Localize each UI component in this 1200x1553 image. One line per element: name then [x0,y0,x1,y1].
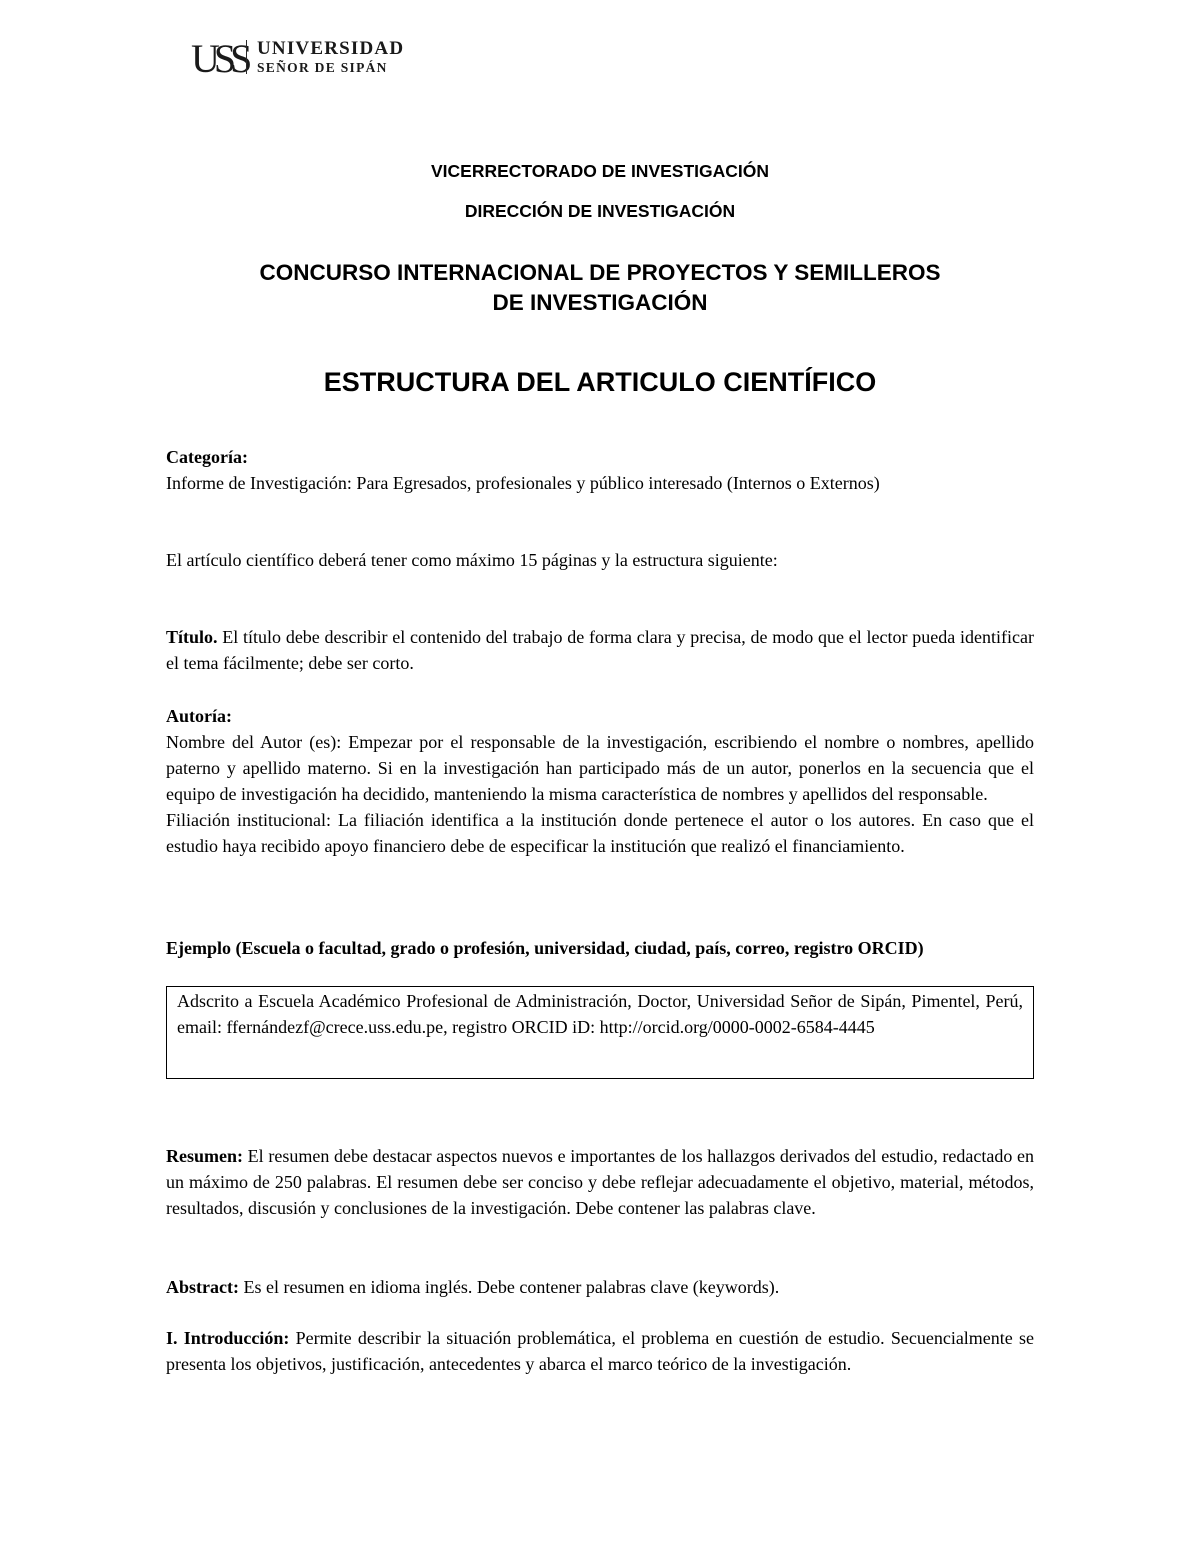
logo-university-subname: SEÑOR DE SIPÁN [257,60,388,76]
categoria-text: Informe de Investigación: Para Egresados, profesionales y público interesado (Internos o Externos) [166,473,880,493]
uss-logo-mark-icon [190,36,247,81]
autoria-paragraph-1: Nombre del Autor (es): Empezar por el responsable de la investigación, escribiendo el nombre o nombres, apellido paterno y apellido materno. Si en la investigación han participado más de un autor, ponerlos en la secuencia que el equipo de investigación ha decidido, manteniendo la misma característica de nombres y apellidos del responsable. [166,732,1034,804]
logo-divider [246,40,247,74]
ejemplo-label: Ejemplo (Escuela o facultad, grado o profesión, universidad, ciudad, país, correo, registro ORCID) [166,938,924,958]
intro-text: El artículo científico deberá tener como máximo 15 páginas y la estructura siguiente: [166,550,778,570]
abstract-section [166,1274,1034,1300]
document-title: ESTRUCTURA DEL ARTICULO CIENTÍFICO [323,367,877,397]
ejemplo-section [166,935,1034,961]
vicerrectorado-heading: VICERRECTORADO DE INVESTIGACIÓN [430,161,770,181]
titulo-label: Título. [166,627,218,647]
categoria-label: Categoría: [166,447,248,467]
contest-heading-line1: CONCURSO INTERNACIONAL DE PROYECTOS Y SEMILLEROS [259,260,941,285]
autoria-paragraph-2: Filiación institucional: La filiación identifica a la institución donde pertenece el autor o los autores. En caso que el estudio haya recibido apoyo financiero debe de especificar la institución que realizó el financiamiento. [166,810,1034,856]
titulo-text: El título debe describir el contenido del trabajo de forma clara y precisa, de modo que el lector pueda identificar el tema fácilmente; debe ser corto. [166,627,1034,673]
university-logo [190,36,405,81]
introduccion-paragraph [166,1325,1034,1377]
titulo-section [166,624,1034,676]
introduccion-label: I. Introducción: [166,1328,290,1348]
introduccion-text: Permite describir la situación problemática, el problema en cuestión de estudio. Secuencialmente se presenta los objetivos, justificación, antecedentes y abarca el marco teórico de la investigación. [166,1328,1034,1374]
introduccion-section [166,1325,1034,1377]
resumen-text: El resumen debe destacar aspectos nuevos e importantes de los hallazgos derivados del estudio, redactado en un máximo de 250 palabras. El resumen debe ser conciso y debe reflejar adecuadamente el objetivo, material, métodos, resultados, discusión y conclusiones de la investigación. Debe contener las palabras clave. [166,1146,1034,1218]
autoria-section [166,703,1034,859]
resumen-section [166,1143,1034,1221]
abstract-label: Abstract: [166,1277,239,1297]
intro-section [166,547,1034,573]
abstract-paragraph [166,1274,1034,1300]
abstract-text: Es el resumen en idioma inglés. Debe contener palabras clave (keywords). [238,1277,780,1297]
logo-university-name: UNIVERSIDAD [257,38,405,60]
direccion-heading: DIRECCIÓN DE INVESTIGACIÓN [464,201,736,221]
logo-text [257,39,404,75]
autoria-label: Autoría: [166,706,232,726]
categoria-section [166,444,1034,496]
titulo-paragraph [166,624,1034,676]
ejemplo-box-text: Adscrito a Escuela Académico Profesional de Administración, Doctor, Universidad Señor de Sipán, Pimentel, Perú, email: ffernándezf@crece.uss.edu.pe, registro ORCID iD: http://orcid.org/0000-0002-6584-4445 [177,991,1023,1037]
ejemplo-box [166,986,1034,1079]
resumen-label: Resumen: [166,1146,243,1166]
contest-heading [0,258,1200,318]
svg-text:USS: USS [191,36,247,81]
resumen-paragraph [166,1143,1034,1221]
contest-heading-line2: DE INVESTIGACIÓN [492,290,708,315]
